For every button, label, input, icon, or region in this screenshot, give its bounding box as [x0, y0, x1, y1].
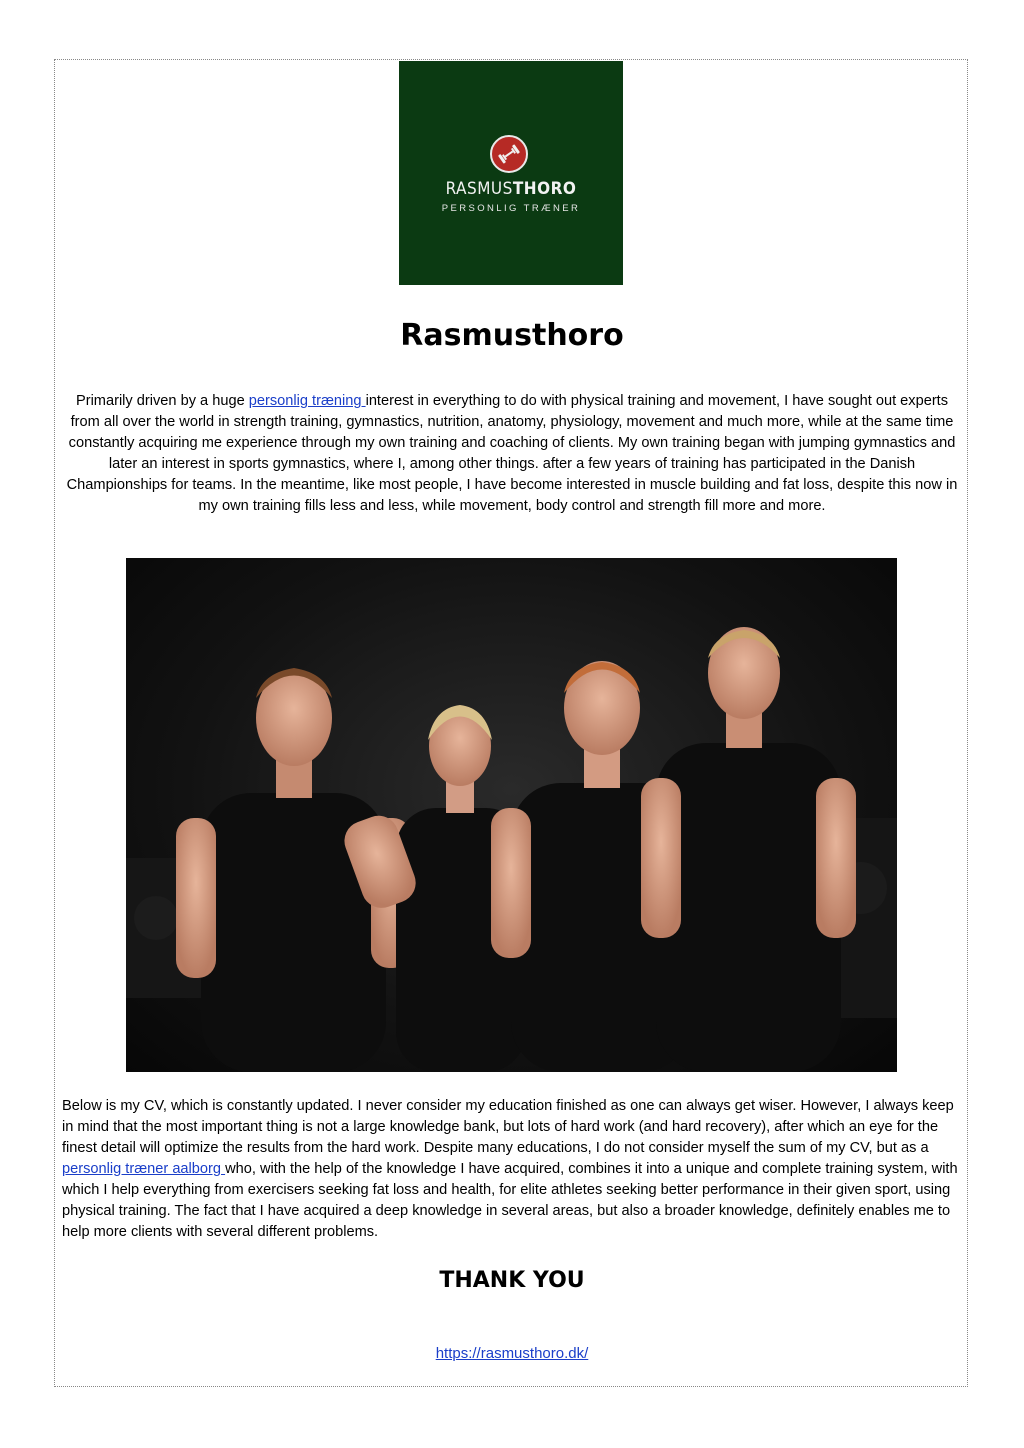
page-title: Rasmusthoro	[400, 318, 624, 353]
website-link[interactable]: https://rasmusthoro.dk/	[435, 1345, 589, 1362]
logo	[399, 61, 623, 285]
personlig-traener-aalborg-link[interactable]: personlig træner aalborg	[62, 1161, 226, 1177]
dumbbell-icon	[490, 135, 528, 173]
logo-subtitle: PERSONLIG TRÆNER	[441, 203, 581, 214]
logo-brand: RASMUSTHORO	[445, 179, 577, 199]
intro-paragraph: Primarily driven by a huge personlig træning interest in everything to do with physical training and movement, I have sought out experts from all over the world in strength training, gymnastics, nutrition, anatomy, physiology, movement and much more, while at the same time constantly acquiring me experience through my own training and coaching of clients. My own training began with jumping gymnastics and later an interest in sports gymnastics, where I, among other things. after a few years of training has participated in the Danish Championships for teams. In the meantime, like most people, I have become interested in muscle building and fat loss, despite this now in my own training fills less and less, while movement, body control and strength fill more and more.	[66, 393, 958, 514]
website-link-wrapper	[0, 1345, 1024, 1362]
cv-paragraph: Below is my CV, which is constantly updated. I never consider my education finished as one can always get wiser. However, I always keep in mind that the most important thing is not a large knowledge bank, but lots of hard work (and hard recovery), after which an eye for the finest detail will optimize the results from the hard work. Despite many educations, I do not consider myself the sum of my CV, but as a personlig træner aalborg who, with the help of the knowledge I have acquired, combines it into a unique and complete training system, with which I help everything from exercisers seeking fat loss and health, for elite athletes seeking better performance in their given sport, using physical training. The fact that I have acquired a deep knowledge in several areas, but also a broader knowledge, definitely enables me to help more clients with several different problems.	[62, 1098, 958, 1240]
team-photo	[126, 558, 897, 1072]
thank-you-heading: THANK YOU	[439, 1268, 585, 1293]
personlig-traening-link[interactable]: personlig træning	[248, 393, 366, 409]
